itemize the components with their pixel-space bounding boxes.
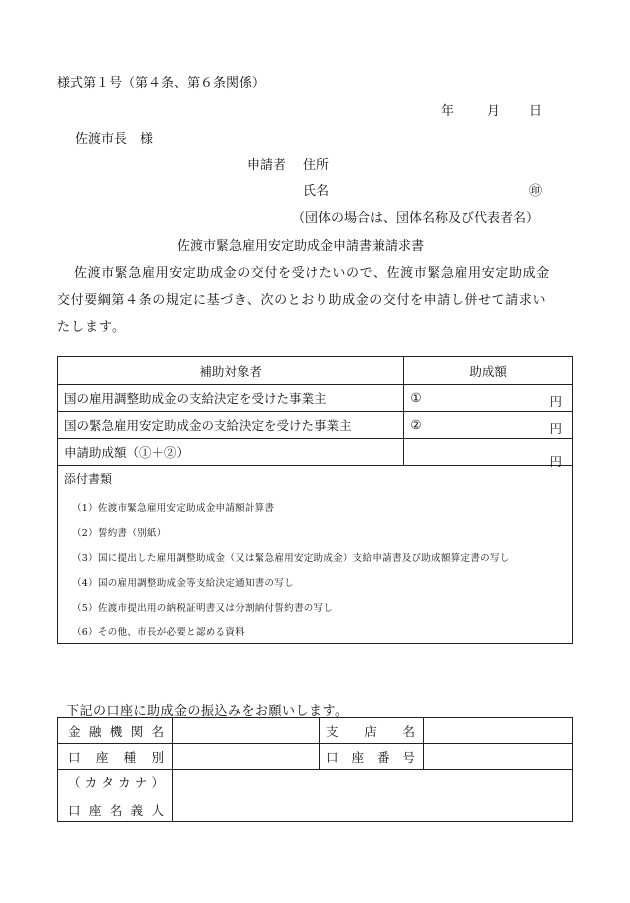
amount-1-number: ① <box>410 390 422 405</box>
branch-field[interactable] <box>424 718 573 744</box>
applicant-label: 申請者 <box>247 158 287 173</box>
amount-field-total[interactable] <box>404 439 573 469</box>
header-amount: 助成額 <box>404 357 573 385</box>
attachment-item: （5）佐渡市提出用の納税証明書又は分割納付誓約書の写し <box>72 603 334 614</box>
account-type-field[interactable] <box>173 744 320 770</box>
amount-2-unit: 円 <box>549 421 562 436</box>
header-target: 補助対象者 <box>58 357 404 385</box>
account-holder-field[interactable] <box>173 770 573 822</box>
addressee: 佐渡市長 様 <box>75 132 154 147</box>
date-day: 日 <box>529 104 543 119</box>
seal-mark: ㊞ <box>529 184 543 199</box>
attachment-item: （3）国に提出した雇用調整助成金（又は緊急雇用安定助成金）支給申請書及び助成額算定書の写し <box>72 553 510 564</box>
amount-total-unit: 円 <box>549 454 562 469</box>
attachment-item: （6）その他、市長が必要と認める資料 <box>72 627 245 638</box>
target-row-3-label: 申請助成額（①＋②） <box>58 439 404 466</box>
amount-1-unit: 円 <box>549 394 562 409</box>
amount-field-2[interactable] <box>404 412 573 439</box>
attachment-item: （4）国の雇用調整助成金等支給決定通知書の写し <box>72 578 294 589</box>
attachments-cell <box>58 466 573 644</box>
amount-2-number: ② <box>410 417 422 432</box>
target-row-2-label: 国の緊急雇用安定助成金の支給決定を受けた事業主 <box>58 412 404 439</box>
institution-label: 金 融 機 関 名 <box>58 718 173 744</box>
attachments-title: 添付書類 <box>64 472 113 486</box>
body-line-2: 交付要綱第４条の規定に基づき、次のとおり助成金の交付を申請し併せて請求い <box>57 293 547 308</box>
date-month: 月 <box>487 104 501 119</box>
target-row-1-label: 国の雇用調整助成金の支給決定を受けた事業主 <box>58 385 404 412</box>
account-type-label: 口 座 種 別 <box>58 744 173 770</box>
form-number: 様式第１号（第４条、第６条関係） <box>57 76 266 91</box>
attachment-item: （2）誓約書（別紙） <box>72 528 167 539</box>
account-holder-label: （ カ タ カ ナ ） 口 座 名 義 人 <box>58 770 173 822</box>
attachment-item: （1）佐渡市緊急雇用安定助成金申請額計算書 <box>72 503 275 514</box>
body-line-3: たします。 <box>57 320 126 335</box>
amount-field-1[interactable] <box>404 385 573 412</box>
address-label: 住所 <box>303 158 330 173</box>
grant-table <box>57 356 573 644</box>
branch-label: 支 店 名 <box>320 718 424 744</box>
account-number-label: 口 座 番 号 <box>320 744 424 770</box>
group-note: （団体の場合は、団体名称及び代表者名） <box>292 211 540 226</box>
bank-account-table <box>57 717 573 822</box>
document-title: 佐渡市緊急雇用安定助成金申請書兼請求書 <box>177 239 425 254</box>
body-line-1: 佐渡市緊急雇用安定助成金の交付を受けたいので、佐渡市緊急雇用安定助成金 <box>74 266 550 281</box>
account-number-field[interactable] <box>424 744 573 770</box>
date-year: 年 <box>441 104 455 119</box>
name-label: 氏名 <box>303 184 330 199</box>
bank-intro: 下記の口座に助成金の振込みをお願いします。 <box>66 704 349 719</box>
institution-field[interactable] <box>173 718 320 744</box>
